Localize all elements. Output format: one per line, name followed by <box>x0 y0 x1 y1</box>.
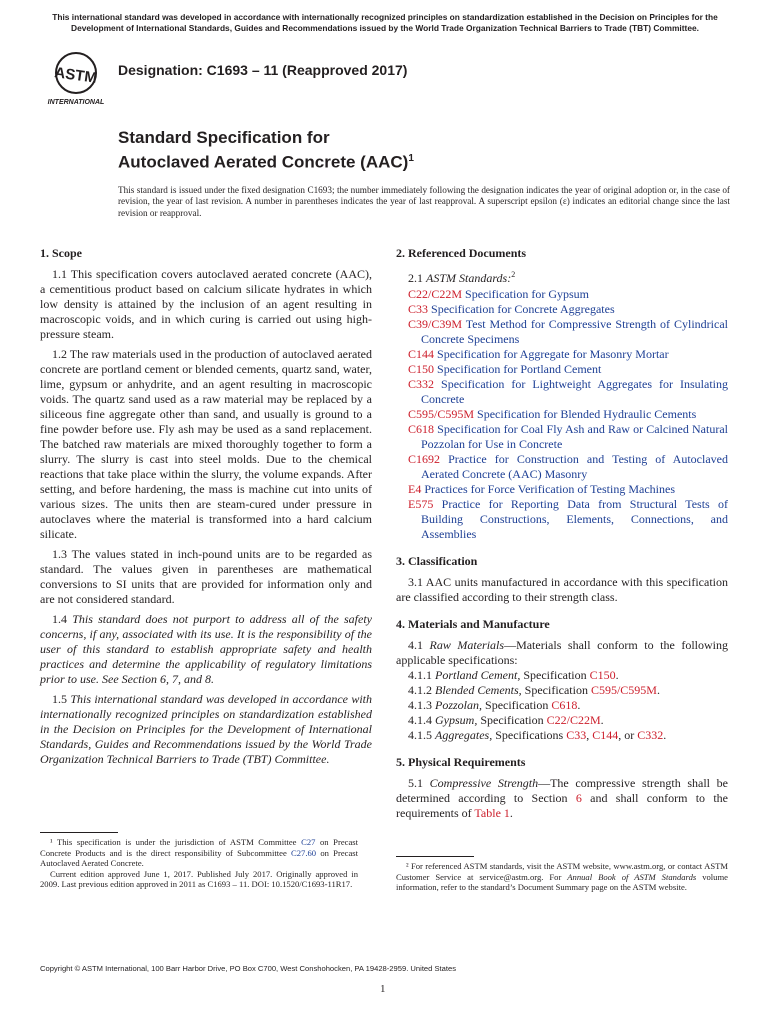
footnote-rule <box>40 832 118 833</box>
reference-title-link[interactable]: Specification for Concrete Aggregates <box>428 302 615 316</box>
physical-5-1-text-b: and shall conform to the requirements of <box>396 791 728 820</box>
materials-item-end: . <box>615 668 619 682</box>
designation: Designation: C1693 – 11 (Reapproved 2017) <box>118 62 408 78</box>
title-footnote-marker: 1 <box>408 153 414 164</box>
footnote-2-italic: Annual Book of ASTM Standards <box>567 871 697 882</box>
c144-link[interactable]: C144 <box>592 728 619 742</box>
reference-item <box>396 452 728 482</box>
materials-4-1-5-sep-2: , or <box>618 728 638 742</box>
physical-5-1-end: . <box>509 806 513 820</box>
refdocs-footnote-marker: 2 <box>511 270 516 279</box>
reference-item <box>396 362 728 377</box>
reference-item <box>396 407 728 422</box>
reference-title-link[interactable]: Specification for Coal Fly Ash and Raw or Calcined Natural Pozzolan for Use in Concrete <box>421 422 728 451</box>
reference-title-link[interactable]: Specification for Blended Hydraulic Cements <box>474 407 697 421</box>
refdocs-2-1-num: 2.1 <box>408 271 426 285</box>
reference-title-link[interactable]: Practices for Force Verification of Testing Machines <box>421 482 675 496</box>
materials-item-end: . <box>577 698 581 712</box>
reference-code-link[interactable]: E575 <box>408 497 434 511</box>
reference-code-link[interactable]: C22/C22M <box>408 287 463 301</box>
left-column <box>40 246 372 772</box>
footnote-1-text-b: on Precast Concrete Products and is the direct responsibility of Subcommittee <box>40 837 358 858</box>
footnote-2 <box>396 856 728 893</box>
document-title <box>118 127 414 173</box>
section-physical-heading: 5. Physical Requirements <box>396 755 526 769</box>
materials-spec-link[interactable]: C150 <box>589 668 616 682</box>
materials-item <box>396 698 728 713</box>
materials-item-text: Specification <box>521 683 591 697</box>
section-scope-heading: 1. Scope <box>40 246 82 260</box>
reference-code-link[interactable]: C1692 <box>408 452 441 466</box>
astm-logo <box>40 50 112 106</box>
reference-item <box>396 302 728 317</box>
materials-item <box>396 668 728 683</box>
materials-4-1 <box>396 638 728 668</box>
materials-4-1-5-sep-1: , <box>586 728 593 742</box>
reference-title-link[interactable]: Test Method for Compressive Strength of Cylindrical Concrete Specimens <box>421 317 728 346</box>
materials-4-1-5-num: 4.1.5 <box>408 728 435 742</box>
footnote-1-text-a: ¹ This specification is under the jurisdiction of ASTM Committee <box>50 837 302 847</box>
materials-item-name: Pozzolan, <box>435 698 483 712</box>
reference-code-link[interactable]: C618 <box>408 422 435 436</box>
reference-title-link[interactable]: Specification for Aggregate for Masonry Mortar <box>434 347 669 361</box>
materials-item-text: Specification <box>520 668 590 682</box>
materials-item-num: 4.1.3 <box>408 698 435 712</box>
materials-4-1-5-name: Aggregates, <box>435 728 493 742</box>
materials-4-1-5-end: . <box>663 728 667 742</box>
materials-item-text: Specification <box>482 698 552 712</box>
title-line-2-text: Autoclaved Aerated Concrete (AAC) <box>118 152 409 172</box>
intro-paragraph: This standard is issued under the fixed designation C1693; the number immediately following the designation indicates the year of original adoption or, in the case of revision, the year of last revision. A number in parentheses indicates the year of last reapproval. A superscript epsilon (ε) indicates an editorial change since the last revision or reapproval. <box>118 185 730 218</box>
reference-item <box>396 497 728 542</box>
materials-item <box>396 683 728 698</box>
refdocs-2-1-label: ASTM Standards: <box>426 271 512 285</box>
materials-spec-link[interactable]: C595/C595M <box>590 683 657 697</box>
reference-title-link[interactable]: Practice for Construction and Testing of Autoclaved Aerated Concrete (AAC) Masonry <box>421 452 728 481</box>
section-materials-heading: 4. Materials and Manufacture <box>396 617 550 631</box>
reference-code-link[interactable]: C150 <box>408 362 435 376</box>
reference-item <box>396 347 728 362</box>
physical-5-1-num: 5.1 <box>408 776 430 790</box>
footnote-1-line-1 <box>40 837 358 869</box>
materials-item <box>396 713 728 728</box>
scope-1-2: 1.2 The raw materials used in the production of autoclaved aerated concrete are portland cement or blended cements, quartz sand, water, lime, gypsum or anhydrite, and an agent resulting in macroscopic voids. The quartz sand used as a raw material may be replaced by a siliceous fine aggregate other than sand, and usually is ground to a fine powder before use. Fly ash may be used as a sand replacement. The batched raw materials are mixed thoroughly together to form a slurry. The slurry is cast into steel molds. Due to the chemical reactions that take place within the slurry, the volume expands. After setting, and before hardening, the mass is machine cut into units of various sizes. The units then are steam-cured under pressure in autoclaves where the material is transformed into a hard calcium silicate. <box>40 347 372 541</box>
scope-1-5-num: 1.5 <box>52 692 71 706</box>
physical-5-1-text-a: —The compressive strength shall be determined according to Section <box>396 776 728 805</box>
copyright-notice: Copyright © ASTM International, 100 Barr Harbor Drive, PO Box C700, West Conshohocken, PA 19428-2959. United States <box>40 964 457 973</box>
footnote-2-text-a: ² For referenced ASTM standards, visit the ASTM website, www.astm.org, or contact ASTM Customer Service at service@astm.org. For <box>396 861 728 882</box>
materials-item-text: Specification <box>477 713 547 727</box>
materials-4-1-label: Raw Materials <box>429 638 505 652</box>
materials-item-end: . <box>600 713 604 727</box>
logo-text: ASTM <box>53 64 98 87</box>
reference-item <box>396 377 728 407</box>
materials-item-end: . <box>656 683 660 697</box>
logo-caption: INTERNATIONAL <box>47 99 105 106</box>
scope-1-5-text: This international standard was developed in accordance with internationally recognized principles on standardization established in the Decision on Principles for the Development of International Standards, Guides and Recommendations issued by the World Trade Organization Technical Barriers to Trade (TBT) Committee. <box>40 692 373 766</box>
materials-4-1-5-text: Specifications <box>492 728 567 742</box>
reference-code-link[interactable]: C33 <box>408 302 429 316</box>
scope-1-4-num: 1.4 <box>52 612 73 626</box>
section-classification-heading: 3. Classification <box>396 554 478 568</box>
physical-5-1 <box>396 776 728 821</box>
refdocs-2-1 <box>396 267 728 286</box>
materials-spec-link[interactable]: C22/C22M <box>546 713 601 727</box>
materials-4-1-text: —Materials shall conform to the following applicable specifications: <box>396 638 728 667</box>
materials-item-num: 4.1.4 <box>408 713 435 727</box>
page-number: 1 <box>380 983 386 995</box>
scope-1-5 <box>40 692 372 767</box>
materials-item-num: 4.1.1 <box>408 668 435 682</box>
materials-4-1-5 <box>396 728 728 743</box>
materials-4-1-num: 4.1 <box>408 638 430 652</box>
footnote-1-line-2: Current edition approved June 1, 2017. Published July 2017. Originally approved in 2009. Last previous edition approved in 2011 as C1693 – 11. DOI: 10.1520/C1693-11R17. <box>40 868 358 889</box>
reference-code-link[interactable]: C332 <box>408 377 435 391</box>
c332-link[interactable]: C332 <box>637 728 664 742</box>
committee-link[interactable]: C27 <box>301 837 316 847</box>
subcommittee-link[interactable]: C27.60 <box>291 847 317 858</box>
c33-link[interactable]: C33 <box>566 728 587 742</box>
reference-item <box>396 287 728 302</box>
materials-item-name: Portland Cement, <box>435 668 521 682</box>
physical-5-1-label: Compressive Strength <box>429 776 539 790</box>
section-6-link[interactable]: 6 <box>575 791 582 805</box>
reference-code-link[interactable]: C144 <box>408 347 435 361</box>
reference-code-link[interactable]: C595/C595M <box>408 407 475 421</box>
reference-code-link[interactable]: E4 <box>408 482 422 496</box>
footnote-1 <box>40 832 358 890</box>
materials-list <box>396 668 728 728</box>
scope-1-4 <box>40 612 372 687</box>
materials-spec-link[interactable]: C618 <box>551 698 578 712</box>
title-line-2 <box>118 148 414 173</box>
reference-title-link[interactable]: Practice for Reporting Data from Structural Tests of Building Constructions, Elements, Connections, and Assemblies <box>421 497 728 541</box>
right-column <box>396 246 728 826</box>
reference-title-link[interactable]: Specification for Lightweight Aggregates for Insulating Concrete <box>421 377 728 406</box>
classification-3-1: 3.1 AAC units manufactured in accordance with this specification are classified according to their strength class. <box>396 575 728 604</box>
scope-1-3: 1.3 The values stated in inch-pound units are to be regarded as standard. The values given in parentheses are mathematical conversions to SI units that are provided for information only and are not considered standard. <box>40 547 372 606</box>
reference-code-link[interactable]: C39/C39M <box>408 317 463 331</box>
table-1-link[interactable]: Table 1 <box>474 806 510 820</box>
reference-list <box>396 287 728 542</box>
reference-item <box>396 482 728 497</box>
materials-item-num: 4.1.2 <box>408 683 435 697</box>
footnote-rule <box>396 856 474 857</box>
section-refdocs-heading: 2. Referenced Documents <box>396 246 527 260</box>
scope-1-1: 1.1 This specification covers autoclaved aerated concrete (AAC), a cementitious product based on calcium silicate hydrates in which low density is attained by the inclusion of an agent resulting in macroscopic voids, and in which curing is carried out using high-pressure steam. <box>40 267 372 341</box>
materials-item-name: Blended Cements, <box>435 683 522 697</box>
scope-1-4-text: This standard does not purport to address all of the safety concerns, if any, associated with its use. It is the responsibility of the user of this standard to establish appropriate safety and health practices and determine the applicability of regulatory limitations prior to use. See Section 6, 7, and 8. <box>40 612 372 686</box>
reference-item <box>396 317 728 347</box>
reference-title-link[interactable]: Specification for Gypsum <box>462 287 589 301</box>
top-note: This international standard was developed in accordance with internationally recognized principles on standardization established in the Decision on Principles for the Development of International Standards, Guides and Recommendations issued by the World Trade Organization Technical Barriers to Trade (TBT) Committee. <box>52 12 718 33</box>
reference-item <box>396 422 728 452</box>
footnote-1-text-c: on Precast Autoclaved Aerated Concrete. <box>40 847 358 868</box>
materials-item-name: Gypsum, <box>435 713 478 727</box>
footnote-2-text-b: volume information, refer to the standard’s Document Summary page on the ASTM website. <box>396 871 728 892</box>
title-line-1: Standard Specification for <box>118 128 330 147</box>
reference-title-link[interactable]: Specification for Portland Cement <box>434 362 602 376</box>
footnote-2-text <box>396 861 728 893</box>
